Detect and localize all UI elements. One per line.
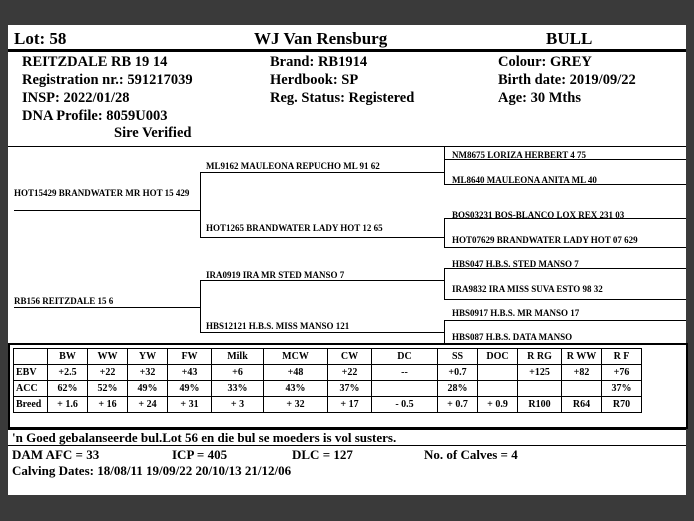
sire-sire: ML9162 MAULEONA REPUCHO ML 91 62 bbox=[206, 161, 380, 171]
ebv-row-label: Breed bbox=[14, 397, 48, 413]
ebv-header-cell: WW bbox=[88, 349, 128, 365]
ebv-cell: +48 bbox=[264, 365, 328, 381]
ebv-cell bbox=[478, 365, 518, 381]
registration-number: Registration nr.: 591217039 bbox=[22, 72, 193, 88]
lot-number: Lot: 58 bbox=[14, 29, 67, 48]
header-rule bbox=[8, 49, 686, 52]
sire: HOT15429 BRANDWATER MR HOT 15 429 bbox=[14, 188, 190, 198]
ebv-row bbox=[14, 381, 642, 397]
ggp-3: BOS03231 BOS-BLANCO LOX REX 231 03 bbox=[452, 210, 625, 220]
ebv-header-row bbox=[14, 349, 642, 365]
ebv-table bbox=[13, 348, 642, 413]
comment: 'n Goed gebalanseerde bul.Lot 56 en die bul se moeders is vol susters. bbox=[12, 430, 397, 445]
ebv-cell: 37% bbox=[328, 381, 372, 397]
ebv-cell: + 0.9 bbox=[478, 397, 518, 413]
ebv-header-cell: R RG bbox=[518, 349, 562, 365]
ebv-header-cell: YW bbox=[128, 349, 168, 365]
dam-afc: DAM AFC = 33 bbox=[12, 447, 100, 462]
ebv-cell: +0.7 bbox=[438, 365, 478, 381]
ggp-4: HOT07629 BRANDWATER LADY HOT 07 629 bbox=[452, 235, 638, 245]
icp: ICP = 405 bbox=[172, 447, 228, 462]
ebv-cell: - 0.5 bbox=[372, 397, 438, 413]
ebv-cell: + 31 bbox=[168, 397, 212, 413]
ebv-row bbox=[14, 365, 642, 381]
lot-sheet bbox=[8, 25, 686, 495]
ebv-cell bbox=[372, 381, 438, 397]
animal-sex: BULL bbox=[546, 29, 593, 48]
ebv-cell: +76 bbox=[602, 365, 642, 381]
ebv-cell: R100 bbox=[518, 397, 562, 413]
ebv-cell: + 16 bbox=[88, 397, 128, 413]
sire-verified: Sire Verified bbox=[114, 125, 192, 141]
sire-dam: HOT1265 BRANDWATER LADY HOT 12 65 bbox=[206, 223, 383, 233]
dam: RB156 REITZDALE 15 6 bbox=[14, 296, 114, 306]
ebv-header-cell: Milk bbox=[212, 349, 264, 365]
ebv-cell: + 17 bbox=[328, 397, 372, 413]
ebv-box bbox=[8, 343, 688, 429]
ebv-cell: +125 bbox=[518, 365, 562, 381]
ebv-cell: R70 bbox=[602, 397, 642, 413]
ebv-cell: + 1.6 bbox=[48, 397, 88, 413]
ebv-cell: +22 bbox=[88, 365, 128, 381]
ggp-5: HBS047 H.B.S. STED MANSO 7 bbox=[452, 259, 579, 269]
ebv-header-cell: MCW bbox=[264, 349, 328, 365]
ebv-cell bbox=[478, 381, 518, 397]
ggp-8: HBS087 H.B.S. DATA MANSO bbox=[452, 332, 573, 342]
ebv-header-cell: R WW bbox=[562, 349, 602, 365]
ebv-cell: +82 bbox=[562, 365, 602, 381]
ebv-header-cell: BW bbox=[48, 349, 88, 365]
ebv-cell: +43 bbox=[168, 365, 212, 381]
brand: Brand: RB1914 bbox=[270, 54, 368, 70]
ebv-header-cell: DC bbox=[372, 349, 438, 365]
ebv-cell: -- bbox=[372, 365, 438, 381]
ebv-header-cell bbox=[14, 349, 48, 365]
ebv-row bbox=[14, 397, 642, 413]
dlc: DLC = 127 bbox=[292, 447, 353, 462]
ebv-cell: 28% bbox=[438, 381, 478, 397]
ebv-cell: + 32 bbox=[264, 397, 328, 413]
animal-name: REITZDALE RB 19 14 bbox=[22, 54, 168, 70]
ebv-header-cell: DOC bbox=[478, 349, 518, 365]
ebv-cell: 43% bbox=[264, 381, 328, 397]
colour: Colour: GREY bbox=[498, 54, 592, 70]
ebv-cell: +22 bbox=[328, 365, 372, 381]
dam-dam: HBS12121 H.B.S. MISS MANSO 121 bbox=[206, 321, 350, 331]
ebv-header-cell: FW bbox=[168, 349, 212, 365]
dna-profile: DNA Profile: 8059U003 bbox=[22, 108, 168, 124]
age: Age: 30 Mths bbox=[498, 90, 581, 106]
ebv-cell: 37% bbox=[602, 381, 642, 397]
info-rule bbox=[8, 146, 686, 147]
no-of-calves: No. of Calves = 4 bbox=[424, 447, 518, 462]
ebv-cell: 49% bbox=[128, 381, 168, 397]
ebv-header-cell: SS bbox=[438, 349, 478, 365]
ebv-header-cell: CW bbox=[328, 349, 372, 365]
ggp-2: ML8640 MAULEONA ANITA ML 40 bbox=[452, 175, 597, 185]
insp-date: INSP: 2022/01/28 bbox=[22, 90, 130, 106]
ebv-cell: +2.5 bbox=[48, 365, 88, 381]
birth-date: Birth date: 2019/09/22 bbox=[498, 72, 636, 88]
ebv-header-cell: R F bbox=[602, 349, 642, 365]
ebv-row-label: ACC bbox=[14, 381, 48, 397]
ebv-row-label: EBV bbox=[14, 365, 48, 381]
ebv-cell: 33% bbox=[212, 381, 264, 397]
ebv-cell: R64 bbox=[562, 397, 602, 413]
breeder-name: WJ Van Rensburg bbox=[254, 29, 388, 48]
ebv-cell: 62% bbox=[48, 381, 88, 397]
ggp-1: NM8675 LORIZA HERBERT 4 75 bbox=[452, 150, 587, 160]
ebv-cell: + 24 bbox=[128, 397, 168, 413]
ggp-7: HBS0917 H.B.S. MR MANSO 17 bbox=[452, 308, 580, 318]
ebv-cell: + 0.7 bbox=[438, 397, 478, 413]
calving-dates: Calving Dates: 18/08/11 19/09/22 20/10/13 21/12/06 bbox=[12, 463, 292, 478]
ebv-cell: 52% bbox=[88, 381, 128, 397]
dam-sire: IRA0919 IRA MR STED MANSO 7 bbox=[206, 270, 345, 280]
ebv-cell: +6 bbox=[212, 365, 264, 381]
ggp-6: IRA9832 IRA MISS SUVA ESTO 98 32 bbox=[452, 284, 603, 294]
ebv-cell: + 3 bbox=[212, 397, 264, 413]
ebv-cell bbox=[518, 381, 562, 397]
reg-status: Reg. Status: Registered bbox=[270, 90, 415, 106]
ebv-cell bbox=[562, 381, 602, 397]
ebv-cell: 49% bbox=[168, 381, 212, 397]
ebv-cell: +32 bbox=[128, 365, 168, 381]
herdbook: Herdbook: SP bbox=[270, 72, 359, 88]
